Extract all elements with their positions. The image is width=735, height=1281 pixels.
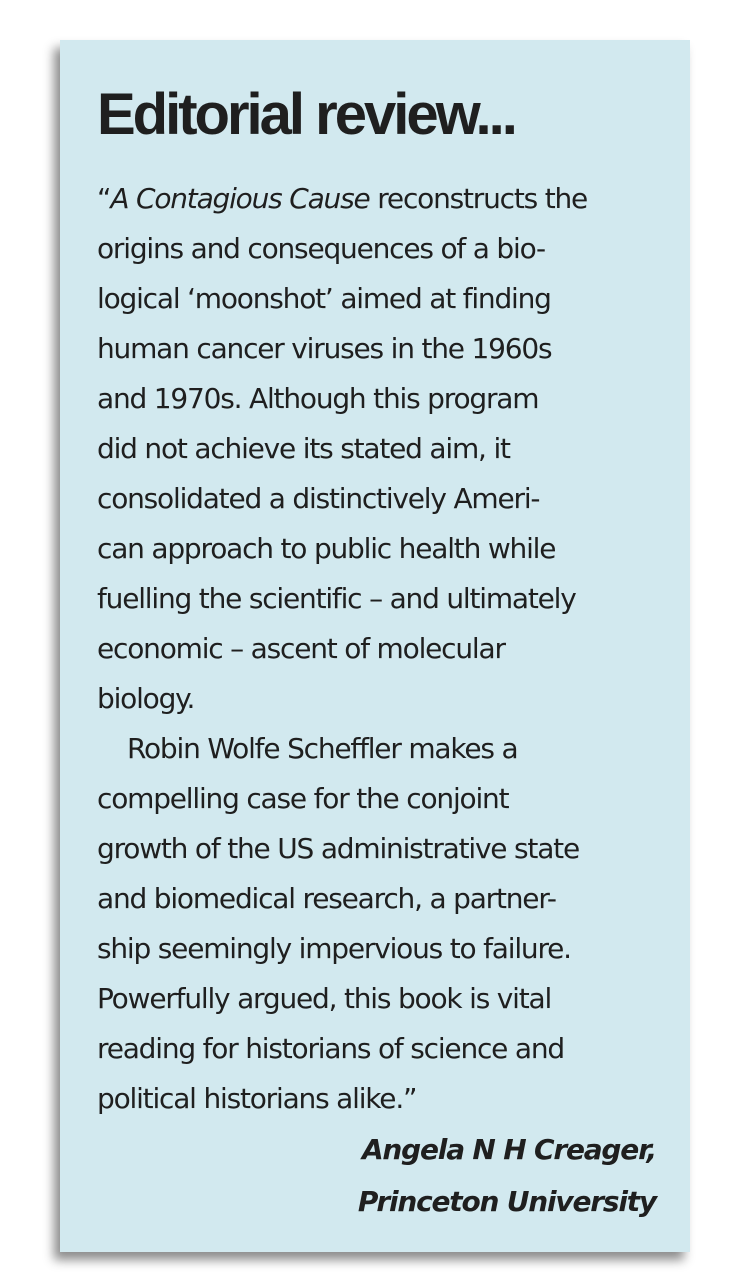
quote-line: can approach to public health while <box>97 532 556 565</box>
reviewer-affiliation: Princeton University <box>357 1185 656 1218</box>
quote-line: origins and consequences of a bio- <box>97 232 545 265</box>
reviewer-name: Angela N H Creager, <box>361 1133 656 1166</box>
quote-paragraph-2-first-line: Robin Wolfe Scheffler makes a <box>127 732 518 765</box>
quote-line: logical ‘moonshot’ aimed at finding <box>97 282 551 315</box>
quote-line: consolidated a distinctively Ameri- <box>97 482 540 515</box>
quote-line: and biomedical research, a partner- <box>97 882 556 915</box>
book-title: A Contagious Cause <box>110 182 370 215</box>
quote-line-1-rest: reconstructs the <box>369 182 588 215</box>
quote-line: fuelling the scientific – and ultimately <box>97 582 576 615</box>
quote-line: Powerfully argued, this book is vital <box>97 982 552 1015</box>
quote-line: growth of the US administrative state <box>97 832 579 865</box>
quote-line: reading for historians of science and <box>97 1032 564 1065</box>
quote-line: political historians alike.” <box>97 1082 417 1115</box>
quote-line: economic – ascent of molecular <box>97 632 505 665</box>
review-attribution <box>358 1124 656 1228</box>
editorial-review-card <box>60 40 690 1252</box>
quote-line: human cancer viruses in the 1960s <box>97 332 552 365</box>
quote-line: did not achieve its stated aim, it <box>97 432 510 465</box>
review-quote <box>97 174 677 1124</box>
quote-line: biology. <box>97 682 195 715</box>
quote-line: and 1970s. Although this program <box>97 382 539 415</box>
quote-line: ship seemingly impervious to failure. <box>97 932 571 965</box>
quote-line: compelling case for the conjoint <box>97 782 509 815</box>
quote-line <box>97 174 677 224</box>
open-quote-mark: “ <box>97 182 111 215</box>
editorial-review-heading: Editorial review... <box>97 82 515 147</box>
